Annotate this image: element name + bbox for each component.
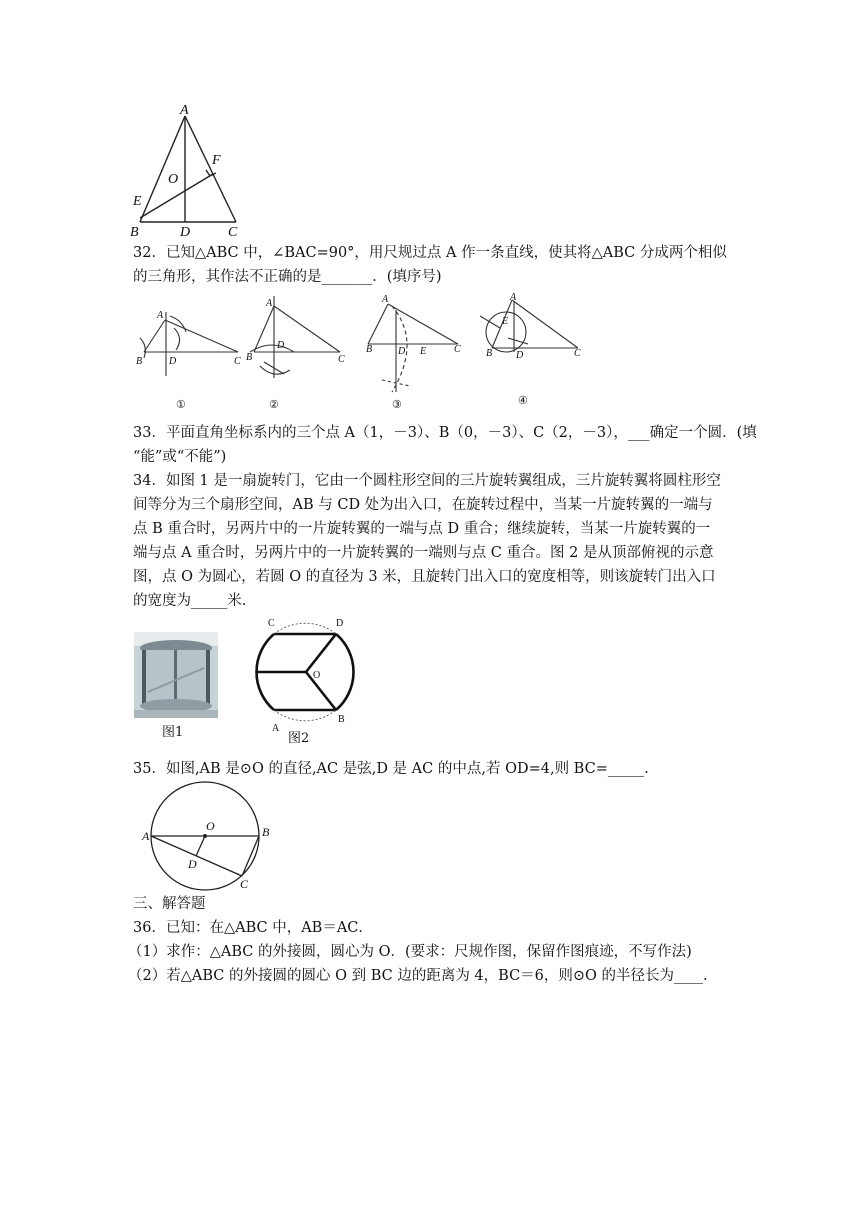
f3-A: A: [382, 294, 389, 305]
f1-C: C: [234, 356, 241, 367]
q35-label-O: O: [206, 819, 215, 833]
q35-label-D: D: [188, 857, 197, 871]
q35-text-line1: 35．如图,AB 是⊙O 的直径,AC 是弦,D 是 AC 的中点,若 OD=4,则 BC=_____.: [133, 761, 649, 777]
q34-text-line1: 34．如图 1 是一扇旋转门，它由一个圆柱形空间的三片旋转翼组成，三片旋转翼将圆柱形空: [133, 473, 721, 489]
f4-A: A: [510, 292, 517, 303]
q36-text-line2: （1）求作：△ABC 的外接圆，圆心为 O．(要求：尺规作图，保留作图痕迹，不写作法): [128, 944, 692, 960]
q35-label-B: B: [262, 825, 270, 839]
q35-circle-figure: [138, 780, 288, 894]
fig2-caption: 图2: [288, 731, 310, 746]
q32-text-line2: 的三角形，其作法不正确的是_______．(填序号): [133, 269, 442, 285]
q35-label-A: A: [142, 829, 150, 843]
q34-text-line2: 间等分为三个扇形空间，AB 与 CD 处为出入口，在旋转过程中，当某一片旋转翼的一端与: [133, 497, 713, 513]
label-E: E: [133, 194, 142, 209]
f3-E: E: [420, 346, 427, 357]
f1-A: A: [157, 310, 164, 321]
f3-C: C: [454, 344, 461, 355]
fig2-label-D: D: [336, 618, 344, 629]
f2-B: B: [246, 352, 253, 363]
fig1-caption: 图1: [162, 725, 184, 740]
f2-D: D: [277, 340, 285, 351]
q31-triangle-figure: [128, 100, 243, 238]
revolving-door-diagram: [248, 612, 362, 748]
fig2-label-B: B: [338, 714, 345, 725]
q32-construction-figures: [130, 292, 600, 414]
label-C: C: [228, 225, 238, 238]
label-D: D: [180, 225, 191, 238]
q34-text-line5: 图，点 O 为圆心，若圆 O 的直径为 3 米，且旋转门出入口的宽度相等，则该旋转门出入口: [133, 569, 716, 585]
fig-num-3: ③: [392, 399, 402, 411]
label-O: O: [168, 172, 179, 187]
q35-label-C: C: [240, 877, 249, 891]
fig-num-2: ②: [269, 399, 279, 411]
q36-text-line1: 36．已知：在△ABC 中，AB＝AC．: [133, 920, 373, 936]
q33-text-line1: 33．平面直角坐标系内的三个点 A（1，－3）、B（0，－3）、C（2，－3），___确定一个圆．(填: [133, 425, 757, 441]
q34-text-line4: 端与点 A 重合时，另两片中的一片旋转翼的一端则与点 C 重合。图 2 是从顶部俯视的示意: [133, 545, 714, 561]
label-A: A: [180, 103, 189, 118]
q34-text-line3: 点 B 重合时，另两片中的一片旋转翼的一端与点 D 重合；继续旋转，当某一片旋转翼的一: [133, 521, 711, 537]
f1-D: D: [169, 356, 177, 367]
f1-B: B: [136, 356, 143, 367]
f3-D: D: [398, 346, 406, 357]
fig2-label-C: C: [268, 618, 275, 629]
label-B: B: [130, 225, 139, 238]
f3-B: B: [366, 344, 373, 355]
fig-num-4: ④: [518, 395, 528, 407]
q32-text-line1: 32．已知△ABC 中，∠BAC=90°，用尺规过点 A 作一条直线，使其将△ABC 分成两个相似: [133, 245, 727, 261]
q33-text-line2: “能”或“不能”): [133, 449, 227, 465]
f2-A: A: [266, 298, 273, 309]
f4-E: E: [502, 316, 509, 327]
fig2-label-A: A: [272, 723, 280, 734]
revolving-door-photo: [134, 632, 218, 718]
label-F: F: [212, 153, 221, 168]
fig2-label-O: O: [313, 670, 321, 681]
f2-C: C: [338, 354, 345, 365]
f4-C: C: [574, 348, 581, 359]
fig-num-1: ①: [176, 399, 186, 411]
f4-D: D: [516, 350, 524, 361]
section-heading: 三、解答题: [133, 896, 206, 912]
q34-text-line6: 的宽度为_____米.: [133, 593, 247, 609]
f4-B: B: [486, 348, 493, 359]
q36-text-line3: （2）若△ABC 的外接圆的圆心 O 到 BC 边的距离为 4，BC＝6，则⊙O 的半径长为____.: [128, 968, 708, 984]
